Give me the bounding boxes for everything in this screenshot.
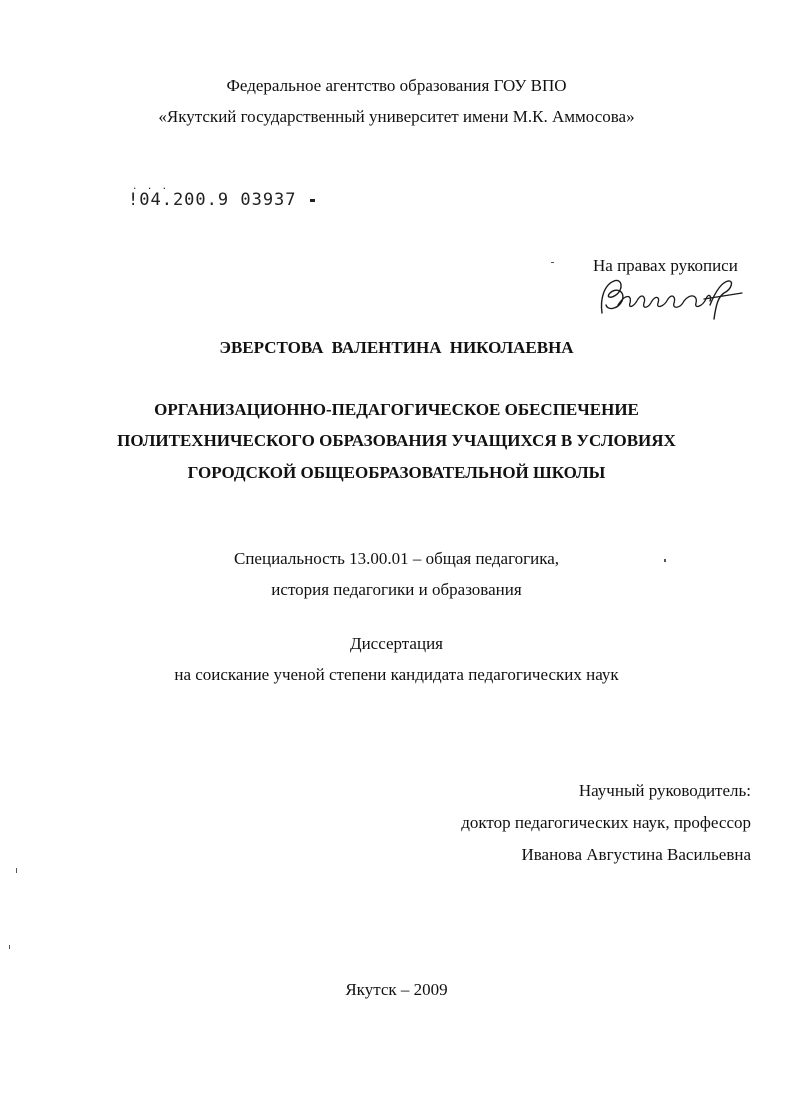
degree-purpose: на соискание ученой степени кандидата педагогических наук	[174, 665, 619, 684]
specialty-line-2: история педагогики и образования	[271, 580, 522, 599]
archive-dash-mark	[310, 199, 315, 202]
title-line-1: ОРГАНИЗАЦИОННО-ПЕДАГОГИЧЕСКОЕ ОБЕСПЕЧЕНИЕ	[154, 400, 639, 419]
archive-number-text: !04.200.9 03937	[128, 190, 297, 210]
specialty-line-1: Специальность 13.00.01 – общая педагогика,	[234, 549, 559, 568]
agency-heading: Федеральное агентство образования ГОУ ВПО	[226, 76, 567, 95]
title-line-2: ПОЛИТЕХНИЧЕСКОГО ОБРАЗОВАНИЯ УЧАЩИХСЯ В УСЛОВИЯХ	[117, 431, 676, 450]
supervisor-name: Иванова Августина Васильевна	[521, 845, 751, 864]
scan-speck	[664, 559, 666, 562]
author-signature	[596, 275, 746, 323]
supervisor-label: Научный руководитель:	[578, 781, 751, 800]
archive-marks: . . .	[132, 182, 170, 192]
university-name: «Якутский государственный университет имени М.К. Аммосова»	[158, 107, 635, 126]
supervisor-degree: доктор педагогических наук, профессор	[461, 813, 751, 832]
scan-speck	[551, 262, 554, 263]
scan-speck	[16, 868, 17, 873]
city-year: Якутск – 2009	[345, 980, 448, 999]
manuscript-rights-note: На правах рукописи	[593, 256, 738, 275]
dissertation-label: Диссертация	[349, 634, 443, 653]
scan-speck	[9, 945, 10, 949]
archive-number	[128, 182, 315, 210]
title-line-3: ГОРОДСКОЙ ОБЩЕОБРАЗОВАТЕЛЬНОЙ ШКОЛЫ	[187, 463, 606, 482]
author-name: ЭВЕРСТОВА ВАЛЕНТИНА НИКОЛАЕВНА	[219, 338, 574, 357]
